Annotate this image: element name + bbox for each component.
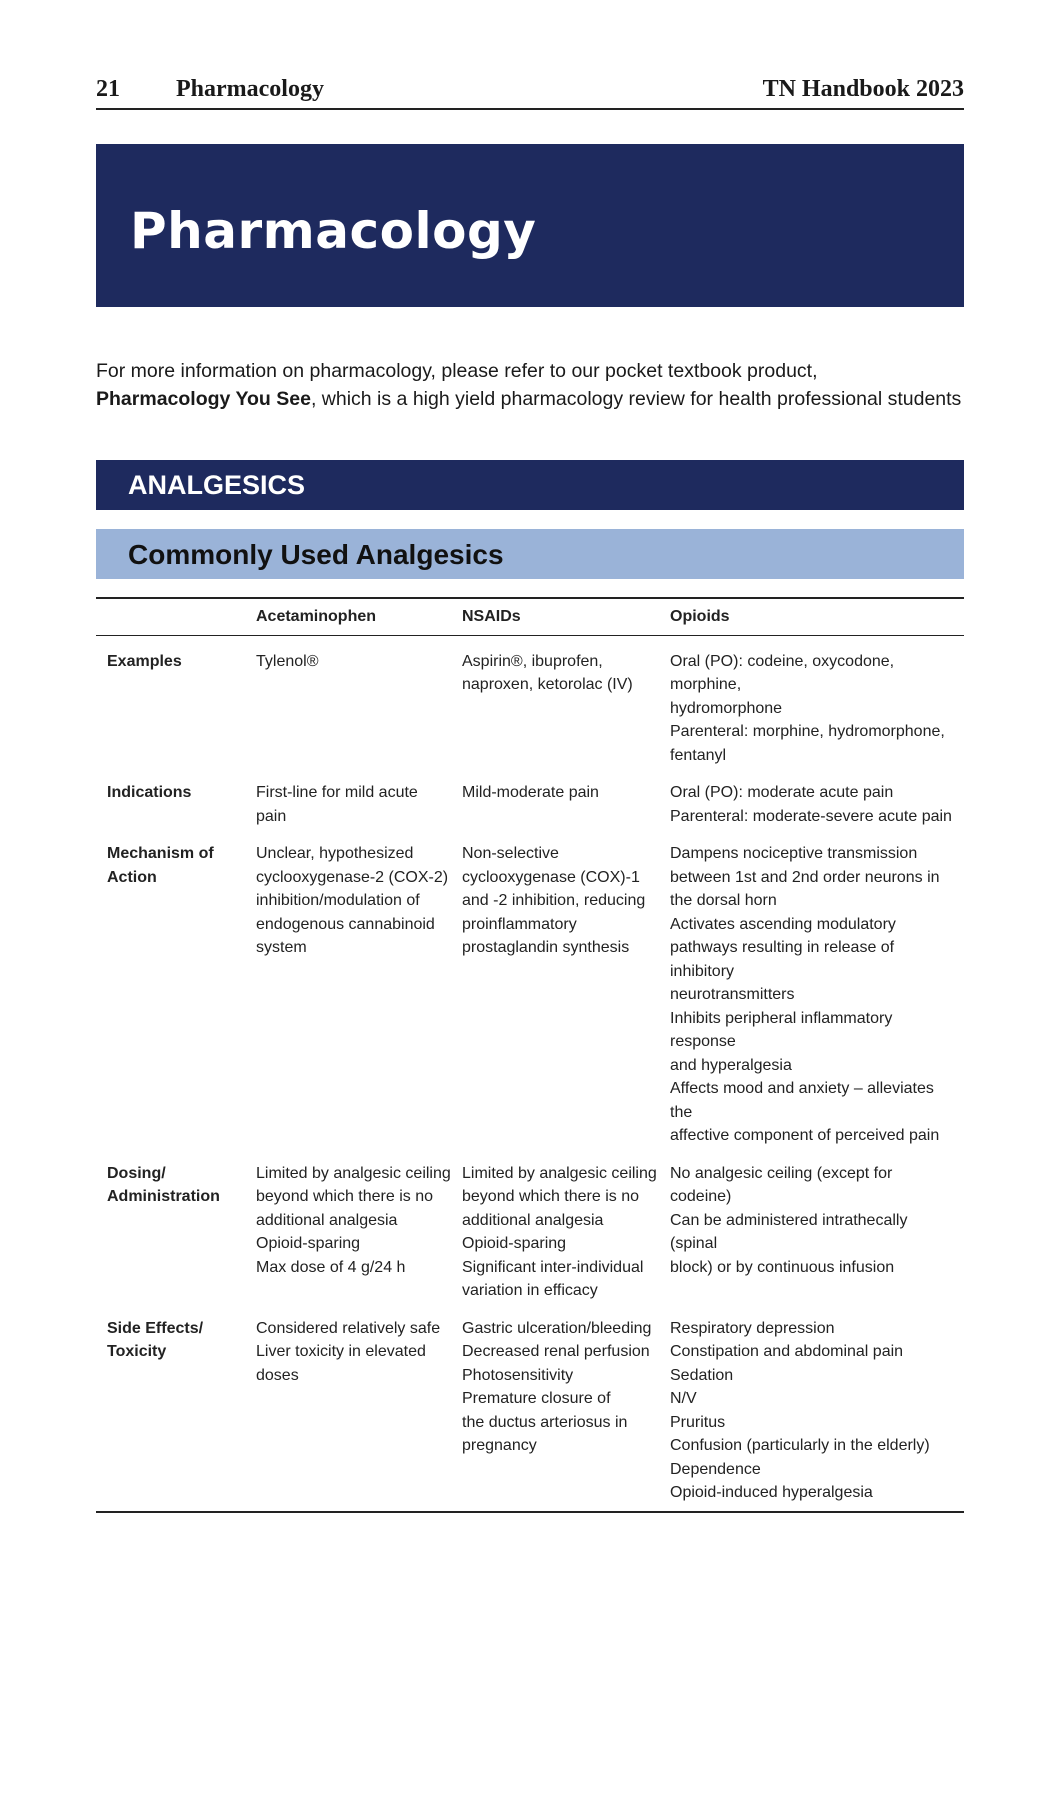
cell-line: Can be administered intrathecally (spinal — [670, 1211, 908, 1252]
table-cell — [462, 828, 670, 1148]
page-header — [96, 74, 964, 110]
column-header-blank — [96, 599, 256, 635]
cell-line: Limited by analgesic ceiling — [462, 1164, 657, 1182]
table-row — [96, 828, 964, 1148]
section-heading: ANALGESICS — [128, 470, 306, 500]
table-row — [96, 767, 964, 828]
table-cell — [670, 767, 964, 828]
cell-line: Aspirin®, ibuprofen, — [462, 652, 603, 670]
cell-line: inhibition/modulation of — [256, 892, 420, 909]
table-row — [96, 1148, 964, 1303]
cell-line: Decreased renal perfusion — [462, 1343, 650, 1360]
cell-line: pathways resulting in release of inhibitory — [670, 939, 895, 980]
cell-line: prostaglandin synthesis — [462, 939, 630, 956]
table-cell — [256, 1148, 462, 1303]
running-section-title: Pharmacology — [176, 76, 324, 102]
cell-line: Parenteral: morphine, hydromorphone, — [670, 723, 945, 740]
product-name: Pharmacology You See — [96, 388, 311, 410]
cell-line: Photosensitivity — [462, 1366, 574, 1384]
cell-line: Pruritus — [670, 1413, 726, 1431]
cell-line: system — [256, 939, 307, 956]
cell-line: Max dose of 4 g/24 h — [256, 1258, 406, 1276]
table-cell — [462, 1148, 670, 1303]
cell-line: and -2 inhibition, reducing — [462, 892, 646, 909]
cell-line: Non-selective — [462, 845, 559, 862]
table-cell — [256, 1303, 462, 1511]
cell-line: beyond which there is no — [462, 1188, 639, 1205]
subsection-heading: Commonly Used Analgesics — [128, 539, 504, 570]
cell-line: affective component of perceived pain — [670, 1127, 940, 1144]
cell-line: Gastric ulceration/bleeding — [462, 1319, 652, 1337]
column-header-nsaids: NSAIDs — [462, 599, 670, 635]
row-label: Dosing/ Administration — [107, 1164, 220, 1205]
table-cell — [670, 635, 964, 767]
cell-line: Premature closure of — [462, 1390, 611, 1407]
row-label: Examples — [107, 652, 182, 670]
cell-line: proinflammatory — [462, 915, 577, 933]
cell-line: Unclear, hypothesized — [256, 845, 414, 862]
table-cell — [462, 635, 670, 767]
table-cell — [256, 828, 462, 1148]
cell-line: pain — [256, 807, 287, 825]
table-cell — [670, 1148, 964, 1303]
cell-line: Confusion (particularly in the elderly) — [670, 1437, 930, 1454]
table-cell — [462, 767, 670, 828]
column-header-opioids: Opioids — [670, 599, 964, 635]
page-number: 21 — [96, 76, 120, 102]
book-title: TN Handbook 2023 — [762, 76, 964, 102]
cell-line: the ductus arteriosus in — [462, 1413, 628, 1431]
row-label: Side Effects/ Toxicity — [107, 1319, 204, 1360]
cell-line: neurotransmitters — [670, 986, 795, 1003]
cell-line: additional analgesia — [462, 1211, 604, 1229]
table-row — [96, 635, 964, 767]
cell-line: Respiratory depression — [670, 1319, 835, 1337]
cell-line: Dampens nociceptive transmission — [670, 845, 918, 862]
table-cell — [256, 635, 462, 767]
cell-line: and hyperalgesia — [670, 1056, 792, 1074]
table-body — [96, 635, 964, 1511]
analgesics-table-container — [96, 597, 964, 1513]
cell-line: Opioid-sparing — [256, 1235, 361, 1252]
cell-line: endogenous cannabinoid — [256, 915, 435, 933]
cell-line: cyclooxygenase (COX)-1 — [462, 868, 640, 886]
analgesics-table — [96, 599, 964, 1511]
cell-line: Limited by analgesic ceiling — [256, 1164, 451, 1182]
cell-line: Sedation — [670, 1366, 734, 1384]
section-heading-bar — [96, 460, 964, 510]
cell-line: Constipation and abdominal pain — [670, 1343, 904, 1360]
table-cell — [256, 767, 462, 828]
cell-line: variation in efficacy — [462, 1282, 598, 1299]
cell-line: hydromorphone — [670, 699, 783, 717]
cell-line: Liver toxicity in elevated — [256, 1343, 426, 1360]
cell-line: doses — [256, 1366, 299, 1384]
cell-line: Opioid-induced hyperalgesia — [670, 1484, 873, 1501]
intro-paragraph — [96, 357, 976, 413]
cell-line: N/V — [670, 1390, 697, 1407]
column-header-acetaminophen: Acetaminophen — [256, 599, 462, 635]
cell-line: pregnancy — [462, 1437, 537, 1454]
table-cell — [670, 1303, 964, 1511]
row-label: Mechanism of Action — [107, 845, 214, 886]
cell-line: Activates ascending modulatory — [670, 915, 896, 933]
cell-line: Significant inter-individual — [462, 1258, 644, 1276]
cell-line: block) or by continuous infusion — [670, 1258, 895, 1276]
cell-line: Affects mood and anxiety – alleviates the — [670, 1080, 934, 1121]
cell-line: the dorsal horn — [670, 892, 777, 909]
cell-line: between 1st and 2nd order neurons in — [670, 868, 940, 886]
cell-line: beyond which there is no — [256, 1188, 433, 1205]
table-header-row — [96, 599, 964, 635]
intro-line-2: , which is a high yield pharmacology review for health professional students — [310, 388, 962, 410]
intro-line-1: For more information on pharmacology, please refer to our pocket textbook product, — [96, 360, 818, 382]
chapter-title-banner — [96, 144, 964, 307]
cell-line: No analgesic ceiling (except for codeine) — [670, 1164, 893, 1205]
cell-line: Oral (PO): moderate acute pain — [670, 784, 894, 801]
cell-line: naproxen, ketorolac (IV) — [462, 676, 633, 693]
cell-line: Dependence — [670, 1460, 761, 1478]
cell-line: Mild-moderate pain — [462, 784, 599, 801]
cell-line: Oral (PO): codeine, oxycodone, morphine, — [670, 652, 895, 693]
cell-line: Opioid-sparing — [462, 1235, 567, 1252]
table-cell — [670, 828, 964, 1148]
cell-line: additional analgesia — [256, 1211, 398, 1229]
chapter-title: Pharmacology — [130, 202, 537, 260]
cell-line: fentanyl — [670, 746, 727, 764]
cell-line: First-line for mild acute — [256, 784, 418, 801]
cell-line: cyclooxygenase-2 (COX-2) — [256, 868, 449, 886]
row-label: Indications — [107, 784, 192, 801]
table-cell — [462, 1303, 670, 1511]
subsection-heading-bar — [96, 529, 964, 579]
table-row — [96, 1303, 964, 1511]
cell-line: Parenteral: moderate-severe acute pain — [670, 807, 952, 825]
cell-line: Tylenol® — [256, 652, 319, 670]
cell-line: Considered relatively safe — [256, 1319, 441, 1337]
cell-line: Inhibits peripheral inflammatory response — [670, 1009, 893, 1050]
